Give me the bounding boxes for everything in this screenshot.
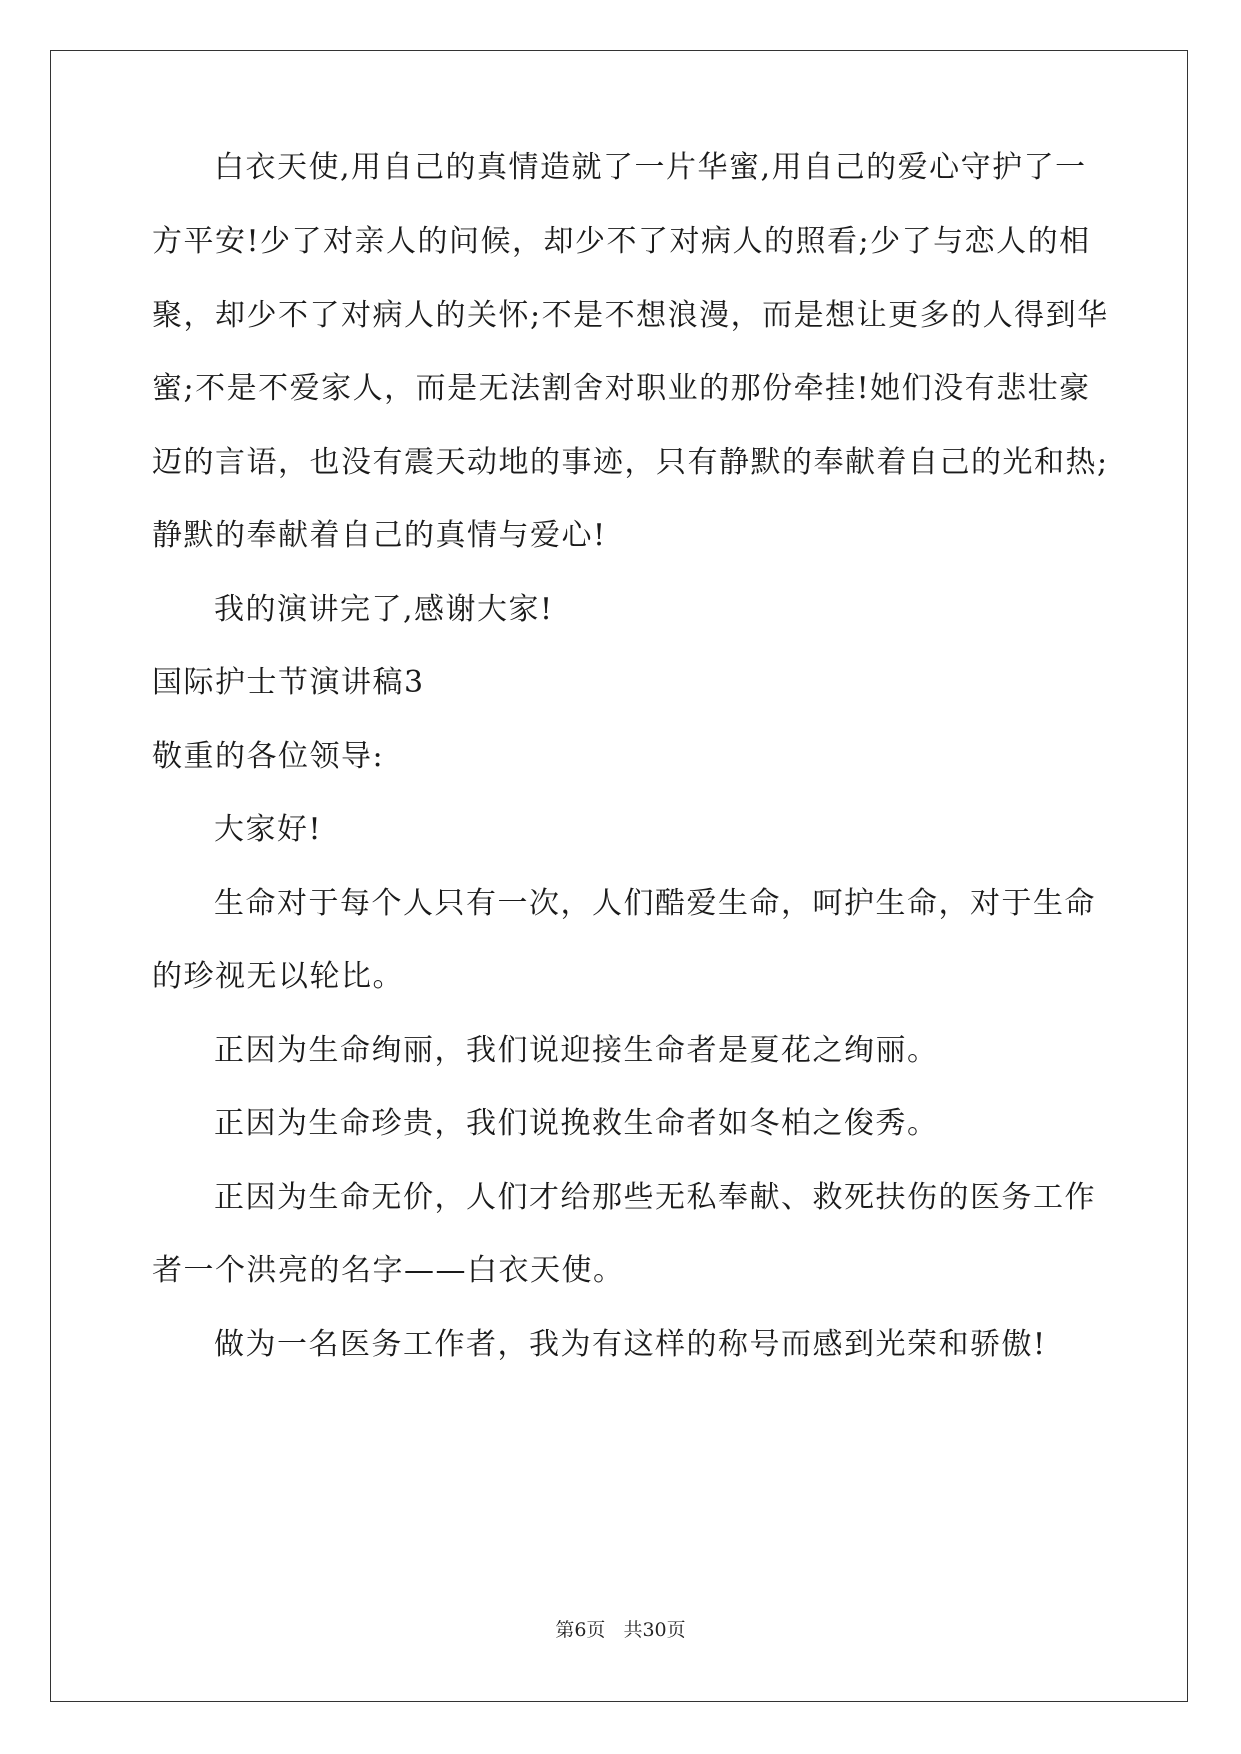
paragraph-1-line-2: 方平安!少了对亲人的问候，却少不了对病人的照看;少了与恋人的相 (152, 224, 1091, 259)
paragraph-1-line-6: 静默的奉献着自己的真情与爱心! (152, 518, 607, 553)
paragraph-2-line-2: 的珍视无以轮比。 (152, 959, 404, 994)
paragraph-4: 正因为生命珍贵，我们说挽救生命者如冬柏之俊秀。 (214, 1106, 939, 1141)
paragraph-1-line-4: 蜜;不是不爱家人，而是无法割舍对职业的那份牵挂!她们没有悲壮豪 (152, 371, 1091, 406)
speech-title: 国际护士节演讲稿3 (152, 665, 425, 700)
paragraph-1-line-1: 白衣天使,用自己的真情造就了一片华蜜,用自己的爱心守护了一 (214, 150, 1087, 185)
page-number-current: 第6页 (555, 1619, 606, 1641)
paragraph-5-line-1: 正因为生命无价，人们才给那些无私奉献、救死扶伤的医务工作 (214, 1180, 1096, 1215)
paragraph-3: 正因为生命绚丽，我们说迎接生命者是夏花之绚丽。 (214, 1033, 939, 1068)
page-footer (0, 1618, 1241, 1642)
paragraph-1-line-5: 迈的言语，也没有震天动地的事迹，只有静默的奉献着自己的光和热; (152, 445, 1109, 480)
salutation: 敬重的各位领导: (152, 739, 385, 774)
paragraph-1-line-3: 聚，却少不了对病人的关怀;不是不想浪漫，而是想让更多的人得到华 (152, 298, 1109, 333)
paragraph-5-line-2: 者一个洪亮的名字——白衣天使。 (152, 1253, 625, 1288)
closing-line: 我的演讲完了,感谢大家! (214, 592, 554, 627)
paragraph-6: 做为一名医务工作者，我为有这样的称号而感到光荣和骄傲! (214, 1327, 1047, 1362)
greeting: 大家好! (214, 812, 323, 847)
paragraph-2-line-1: 生命对于每个人只有一次，人们酷爱生命，呵护生命，对于生命 (214, 886, 1096, 921)
page-number-total: 共30页 (623, 1619, 686, 1641)
